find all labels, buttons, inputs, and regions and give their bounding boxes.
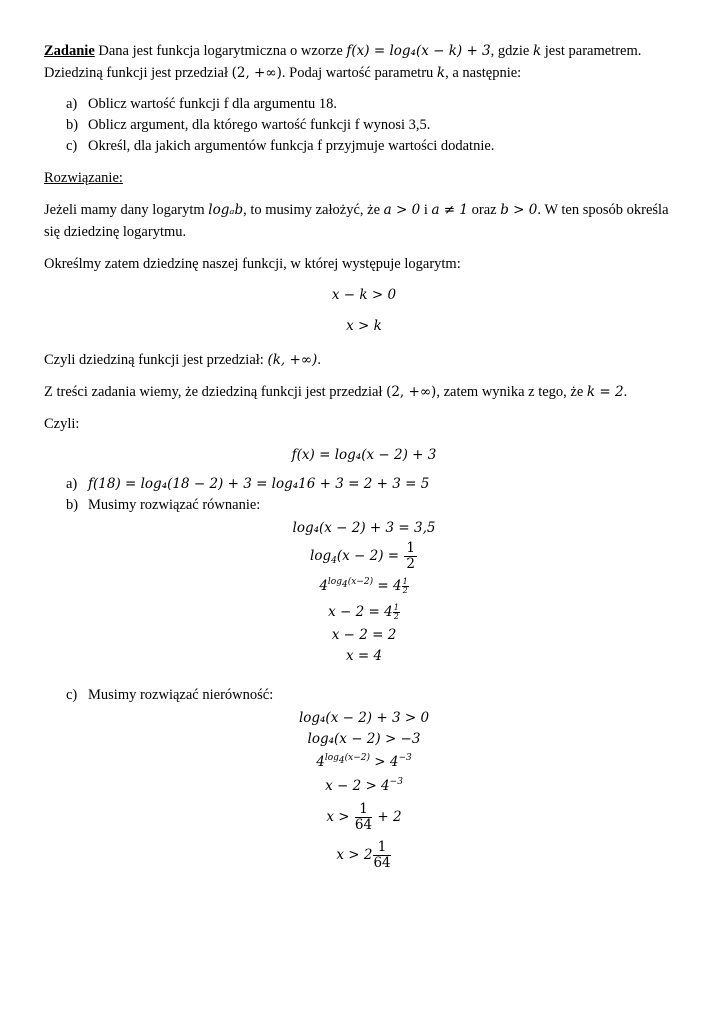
solution-item-a: a) f(18) = log₄(18 − 2) + 3 = log₄16 + 3 = 2 + 3 = 5 [66,476,430,492]
solution-items [44,474,684,516]
eq-c-3: $4^{log_4(x-2)} > 4^{-3}$ [316,753,412,770]
solution-paragraph-1: Jeżeli mamy dany logarytm logₐb, to musimy założyć, że a > 0 i a ≠ 1 oraz b > 0. W ten sposób określa się dziedzinę logarytmu. [44,202,669,240]
eq-b-4: x − 2 = 4 $\frac{1}{2}$ [328,603,399,621]
equation-block-b [44,518,684,667]
equation-domain-2: x > k [346,318,382,334]
eq-c-1: log₄(x − 2) + 3 > 0 [298,710,430,726]
eq-b-2: $\log_4(x - 2)$ = $\frac{1}{2}$ [310,540,415,572]
solution-paragraph-2: Określmy zatem dziedzinę naszej funkcji, w której występuje logarytm: [44,256,461,272]
eq-b-1: log₄(x − 2) + 3 = 3,5 [292,520,436,536]
solution-heading: Rozwiązanie: [44,170,123,186]
eq-c-6: x > 2 $\frac{1}{64}$ [336,839,391,871]
task-heading: Zadanie [44,43,95,59]
equation-domain-1: x − k > 0 [331,287,397,303]
solution-items-c [44,685,684,706]
eq-b-6: x = 4 [345,648,383,664]
task-item-b: b) Oblicz argument, dla którego wartość funkcji f wynosi 3,5. [66,117,431,133]
task-items [44,94,684,157]
function-equation: f(x) = log₄(x − 2) + 3 [291,447,437,463]
solution-paragraph-4: Z treści zadania wiemy, że dziedziną funkcji jest przedział (2, +∞), zatem wynika z tego, że k = 2. [44,384,628,400]
function-formula: f(x) = log₄(x − k) + 3 [346,43,491,59]
solution-item-b: b) Musimy rozwiązać równanie: [66,497,261,513]
domain-interval: (2, +∞) [231,65,282,81]
eq-c-4: $x - 2 > 4^{-3}$ [325,777,403,794]
eq-b-3: $4^{log_4(x-2)} = 4$ $\frac{1}{2}$ [319,577,408,595]
task-item-a: a) Oblicz wartość funkcji f dla argumentu 18. [66,96,337,112]
task-statement: Zadanie Dana jest funkcja logarytmiczna o wzorze f(x) = log₄(x − k) + 3, gdzie k jest parametrem. Dziedziną funkcji jest przedział (2, +∞). Podaj wartość parametru k, a następnie: [44,43,642,81]
eq-b-5: x − 2 = 2 [331,627,397,643]
eq-c-5: x > $\frac{1}{64}$ + 2 [326,801,402,833]
solution-paragraph-3: Czyli dziedziną funkcji jest przedział: (k, +∞). [44,352,321,368]
document-page [44,40,684,880]
solution-paragraph-5: Czyli: [44,416,80,432]
eq-c-2: log₄(x − 2) > −3 [307,731,421,747]
solution-item-c: c) Musimy rozwiązać nierówność: [66,687,274,703]
equation-block-c [44,708,684,874]
task-item-c: c) Określ, dla jakich argumentów funkcja f przyjmuje wartości dodatnie. [66,138,495,154]
